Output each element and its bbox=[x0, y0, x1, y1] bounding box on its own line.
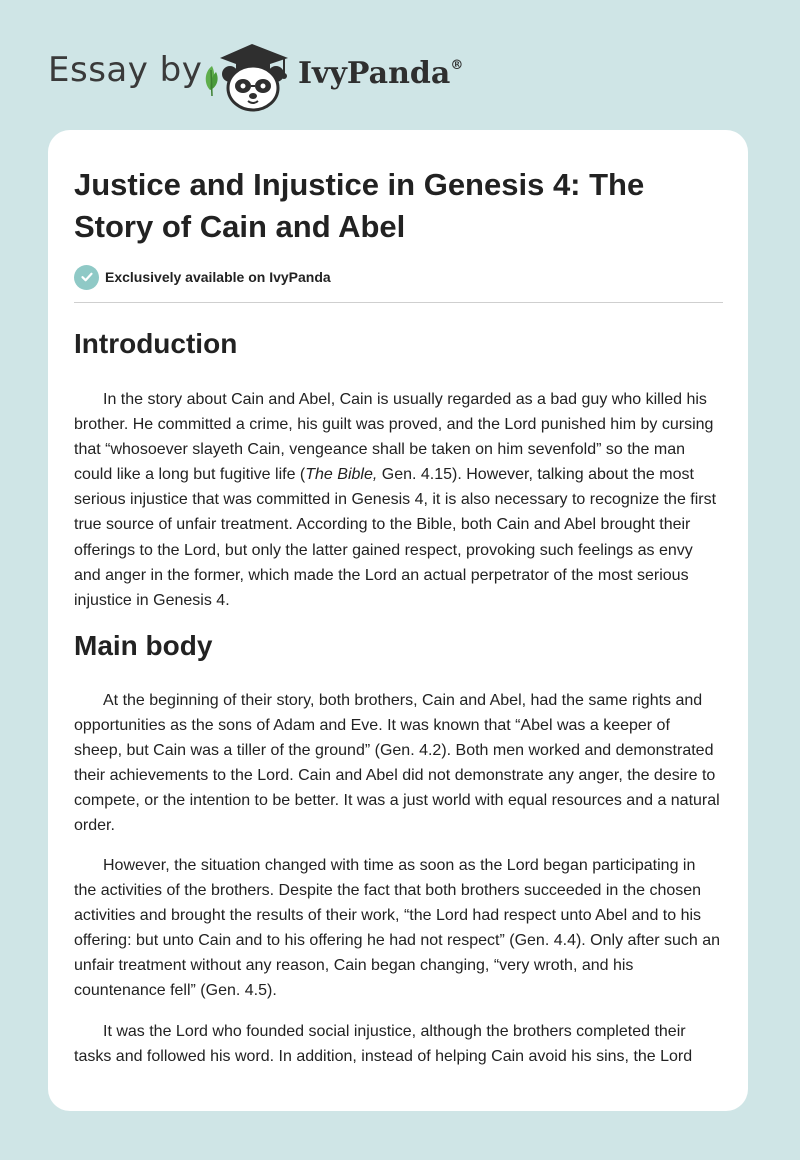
paragraph: However, the situation changed with time as soon as the Lord began participating in the activities of the brothers. Despite the fact that both brothers succeeded in the chosen activities and brought the results of their work, “the Lord had respect unto Abel and to his offering: but unto Cain and to his offering he had not respect” (Gen. 4.4). Only after such an unfair treatment without any reason, Cain began changing, “very wroth, and his countenance fell” (Gen. 4.5). bbox=[74, 857, 721, 1000]
section-heading-main-body: Main body bbox=[74, 630, 213, 661]
logo-name: IvyPanda bbox=[298, 56, 451, 91]
check-icon bbox=[74, 265, 99, 290]
panda-graduate-icon[interactable] bbox=[200, 36, 300, 112]
registered-mark: ® bbox=[450, 58, 464, 73]
exclusive-badge bbox=[74, 264, 331, 290]
paragraph-text: In the story about Cain and Abel, Cain is usually regarded as a bad guy who killed his brother. He committed a crime, his guilt was proved, and the Lord punished him by cursing that “whosoever slayeth Cain, vengeance shall be taken on him sevenfold” so the man could like a long but fugitive life ( bbox=[74, 391, 714, 484]
paragraph bbox=[74, 387, 722, 613]
paragraph: At the beginning of their story, both brothers, Cain and Abel, had the same rights and opportunities as the sons of Adam and Eve. It was known that “Abel was a keeper of sheep, but Cain was a tiller of the ground” (Gen. 4.2). Both men worked and demonstrated their achievements to the Lord. Cain and Abel did not demonstrate any anger, the desire to compete, or the intention to be better. It was a just world with equal resources and a natural order. bbox=[74, 692, 720, 835]
badge-label: Exclusively available on IvyPanda bbox=[105, 269, 331, 285]
brand-prefix: Essay by bbox=[48, 50, 203, 90]
divider bbox=[74, 302, 723, 303]
paragraph-text: Gen. 4.15). However, talking about the most serious injustice that was committed in Genesis 4, it is also necessary to recognize the first true source of unfair treatment. According to the Bible, both Cain and Abel brought their offerings to the Lord, but only the latter gained respect, provoking such feelings as envy and anger in the former, which made the Lord an actual perpetrator of the most serious injustice in Genesis 4. bbox=[74, 466, 717, 609]
essay-card bbox=[48, 130, 748, 1111]
essay-title: Justice and Injustice in Genesis 4: The Story of Cain and Abel bbox=[74, 167, 645, 244]
paragraph: It was the Lord who founded social injustice, although the brothers completed their tasks and followed his word. In addition, instead of helping Cain avoid his sins, the Lord bbox=[74, 1023, 693, 1066]
logo-wordmark[interactable] bbox=[298, 56, 463, 91]
site-header bbox=[0, 0, 800, 130]
section-heading-introduction: Introduction bbox=[74, 328, 238, 359]
citation-title: The Bible, bbox=[305, 466, 378, 484]
